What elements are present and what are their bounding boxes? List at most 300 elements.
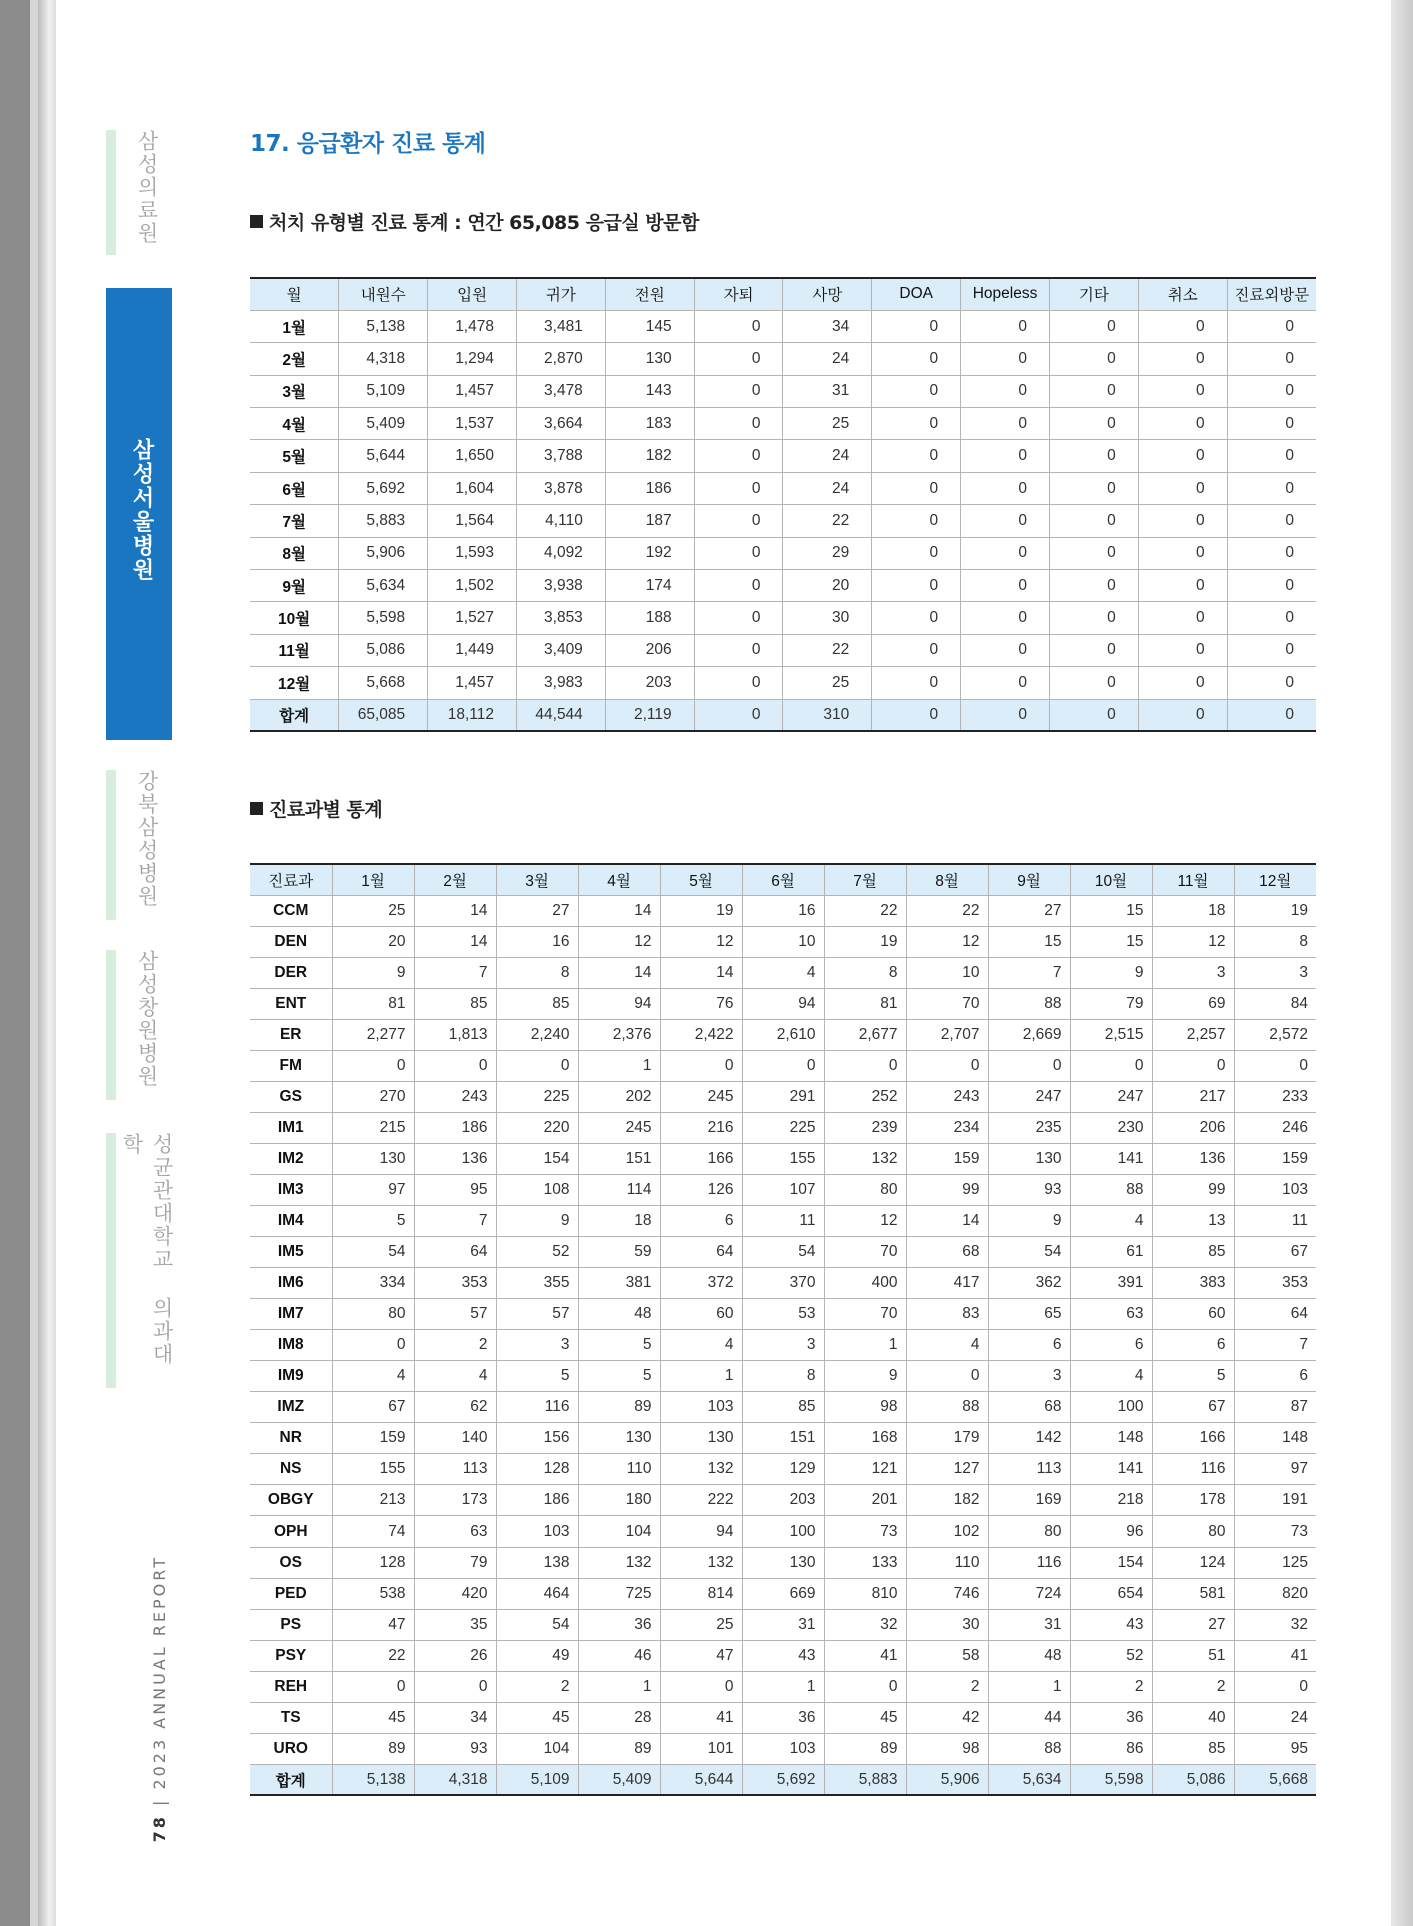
table-cell: 103 — [496, 1516, 578, 1547]
table-cell: 159 — [332, 1423, 414, 1454]
table-cell: 128 — [496, 1454, 578, 1485]
table-cell: 18 — [1152, 895, 1234, 926]
table-cell: 20 — [332, 926, 414, 957]
page-number: 78 — [150, 1814, 169, 1843]
table-cell: 136 — [1152, 1143, 1234, 1174]
table-cell: 102 — [906, 1516, 988, 1547]
table-cell: 0 — [1227, 667, 1316, 699]
table-cell: 247 — [988, 1081, 1070, 1112]
table-cell: 2 — [1152, 1671, 1234, 1702]
table-cell: 80 — [824, 1174, 906, 1205]
table-cell: 108 — [496, 1174, 578, 1205]
table-cell: 5,138 — [339, 310, 428, 342]
table-cell: 0 — [1227, 440, 1316, 472]
table-cell: 3 — [496, 1330, 578, 1361]
column-header: 월 — [250, 278, 339, 310]
side-tab-samsung-medical-center[interactable] — [106, 130, 168, 255]
table-cell: 110 — [578, 1454, 660, 1485]
table-cell: 94 — [742, 988, 824, 1019]
table-cell: 0 — [1049, 440, 1138, 472]
table-cell: 3,878 — [516, 472, 605, 504]
table-cell: 183 — [605, 408, 694, 440]
side-tab-kangbuk-samsung[interactable] — [106, 770, 168, 920]
column-header: DOA — [872, 278, 961, 310]
table-cell: 4,092 — [516, 537, 605, 569]
square-bullet-icon — [250, 215, 263, 228]
table-cell: 65 — [988, 1299, 1070, 1330]
table-cell: 31 — [988, 1609, 1070, 1640]
row-header-cell: 합계 — [250, 699, 339, 731]
table-cell: 1,502 — [428, 570, 517, 602]
table-cell: 20 — [783, 570, 872, 602]
table-row — [250, 310, 1316, 342]
table-cell: 182 — [605, 440, 694, 472]
table-cell: 0 — [961, 505, 1050, 537]
column-header: 8월 — [906, 864, 988, 895]
table-cell: 87 — [1234, 1392, 1316, 1423]
table-cell: 581 — [1152, 1578, 1234, 1609]
table-cell: 10 — [742, 926, 824, 957]
row-header-cell: IM6 — [250, 1268, 332, 1299]
row-header-cell: OBGY — [250, 1485, 332, 1516]
row-header-cell: ENT — [250, 988, 332, 1019]
table-cell: 0 — [1049, 667, 1138, 699]
table-cell: 68 — [988, 1392, 1070, 1423]
table-cell: 1 — [988, 1671, 1070, 1702]
table-cell: 43 — [742, 1640, 824, 1671]
table-cell: 0 — [872, 699, 961, 731]
table-cell: 0 — [1049, 699, 1138, 731]
table-cell: 0 — [961, 343, 1050, 375]
table-cell: 0 — [906, 1050, 988, 1081]
table-cell: 68 — [906, 1237, 988, 1268]
page-footer: 78 | 2023 ANNUAL REPORT — [150, 1555, 169, 1843]
table-cell: 538 — [332, 1578, 414, 1609]
table-cell: 725 — [578, 1578, 660, 1609]
table-cell: 180 — [578, 1485, 660, 1516]
table-cell: 32 — [824, 1609, 906, 1640]
table-cell: 15 — [1070, 926, 1152, 957]
table-cell: 15 — [1070, 895, 1152, 926]
table-cell: 5,692 — [742, 1764, 824, 1795]
table-cell: 128 — [332, 1547, 414, 1578]
row-header-cell: DER — [250, 957, 332, 988]
table-cell: 125 — [1234, 1547, 1316, 1578]
table-cell: 0 — [824, 1050, 906, 1081]
table-cell: 18,112 — [428, 699, 517, 731]
table-cell: 4 — [1070, 1206, 1152, 1237]
row-header-cell: PS — [250, 1609, 332, 1640]
table-cell: 0 — [872, 505, 961, 537]
row-header-cell: 8월 — [250, 537, 339, 569]
row-header-cell: IM2 — [250, 1143, 332, 1174]
table-cell: 14 — [414, 895, 496, 926]
table-cell: 95 — [414, 1174, 496, 1205]
table-cell: 5,409 — [578, 1764, 660, 1795]
table-cell: 0 — [742, 1050, 824, 1081]
table-cell: 0 — [1234, 1671, 1316, 1702]
table-cell: 142 — [988, 1423, 1070, 1454]
table-cell: 0 — [694, 472, 783, 504]
table-row — [250, 957, 1316, 988]
column-header: 자퇴 — [694, 278, 783, 310]
table-cell: 0 — [1227, 472, 1316, 504]
table-cell: 0 — [1227, 408, 1316, 440]
table-row — [250, 1268, 1316, 1299]
table-cell: 99 — [906, 1174, 988, 1205]
table-cell: 381 — [578, 1268, 660, 1299]
side-tab-skku-medicine[interactable] — [106, 1133, 174, 1388]
table-row — [250, 1485, 1316, 1516]
table-cell: 18 — [578, 1206, 660, 1237]
row-header-cell: IMZ — [250, 1392, 332, 1423]
table-cell: 22 — [332, 1640, 414, 1671]
table-cell: 14 — [660, 957, 742, 988]
table-cell: 6 — [1234, 1361, 1316, 1392]
side-tab-samsung-seoul-hospital[interactable] — [106, 288, 172, 740]
table-cell: 15 — [988, 926, 1070, 957]
table-cell: 1,294 — [428, 343, 517, 375]
table-cell: 0 — [694, 537, 783, 569]
table-cell: 5 — [578, 1330, 660, 1361]
table-cell: 0 — [1138, 440, 1227, 472]
table-cell: 7 — [414, 957, 496, 988]
table-row — [250, 1609, 1316, 1640]
table-cell: 724 — [988, 1578, 1070, 1609]
table-cell: 89 — [578, 1392, 660, 1423]
table-cell: 98 — [824, 1392, 906, 1423]
table-cell: 391 — [1070, 1268, 1152, 1299]
table-cell: 4 — [414, 1361, 496, 1392]
table-cell: 5,883 — [339, 505, 428, 537]
table-cell: 2,240 — [496, 1019, 578, 1050]
table-cell: 1,604 — [428, 472, 517, 504]
table-cell: 1 — [742, 1671, 824, 1702]
table-cell: 141 — [1070, 1454, 1152, 1485]
table-cell: 1 — [824, 1330, 906, 1361]
table-cell: 88 — [988, 988, 1070, 1019]
table-cell: 132 — [578, 1547, 660, 1578]
table-cell: 2 — [1070, 1671, 1152, 1702]
column-header: 사망 — [783, 278, 872, 310]
table-cell: 44,544 — [516, 699, 605, 731]
table-cell: 0 — [1227, 343, 1316, 375]
table-cell: 32 — [1234, 1609, 1316, 1640]
table-cell: 85 — [496, 988, 578, 1019]
row-header-cell: 1월 — [250, 310, 339, 342]
report-name: 2023 ANNUAL REPORT — [150, 1555, 169, 1790]
table-cell: 239 — [824, 1112, 906, 1143]
table-cell: 0 — [1138, 634, 1227, 666]
table-cell: 148 — [1234, 1423, 1316, 1454]
table-cell: 154 — [496, 1143, 578, 1174]
table-cell: 159 — [906, 1143, 988, 1174]
table-cell: 5,109 — [496, 1764, 578, 1795]
table-cell: 334 — [332, 1268, 414, 1299]
table-cell: 48 — [988, 1640, 1070, 1671]
table-cell: 1,478 — [428, 310, 517, 342]
table-cell: 4 — [332, 1361, 414, 1392]
table-cell: 0 — [961, 408, 1050, 440]
table-cell: 60 — [660, 1299, 742, 1330]
table-cell: 159 — [1234, 1143, 1316, 1174]
table-cell: 24 — [783, 440, 872, 472]
table-cell: 4,110 — [516, 505, 605, 537]
table-cell: 113 — [988, 1454, 1070, 1485]
table-cell: 25 — [332, 895, 414, 926]
table-cell: 80 — [1152, 1516, 1234, 1547]
table-cell: 0 — [1138, 602, 1227, 634]
table-cell: 0 — [1227, 537, 1316, 569]
section-title: 17. 응급환자 진료 통계 — [250, 131, 486, 157]
table-cell: 5,634 — [339, 570, 428, 602]
table-cell: 22 — [824, 895, 906, 926]
table-cell: 41 — [824, 1640, 906, 1671]
table1-title: 처치 유형별 진료 통계 : 연간 65,085 응급실 방문함 — [250, 208, 699, 235]
table-cell: 233 — [1234, 1081, 1316, 1112]
table-cell: 0 — [694, 634, 783, 666]
table-cell: 1 — [578, 1050, 660, 1081]
table-cell: 65,085 — [339, 699, 428, 731]
table-cell: 155 — [332, 1454, 414, 1485]
table-cell: 62 — [414, 1392, 496, 1423]
table-cell: 0 — [961, 440, 1050, 472]
table-cell: 0 — [1049, 408, 1138, 440]
table-cell: 70 — [824, 1237, 906, 1268]
table-cell: 42 — [906, 1702, 988, 1733]
side-tab-label: 삼성의료원 — [135, 130, 159, 245]
table-cell: 0 — [1138, 408, 1227, 440]
table-cell: 89 — [578, 1733, 660, 1764]
table-row — [250, 1112, 1316, 1143]
table-cell: 0 — [961, 634, 1050, 666]
table-cell: 0 — [694, 408, 783, 440]
table-cell: 0 — [1138, 537, 1227, 569]
table-cell: 3 — [1234, 957, 1316, 988]
table-cell: 383 — [1152, 1268, 1234, 1299]
table-cell: 0 — [694, 375, 783, 407]
table-cell: 230 — [1070, 1112, 1152, 1143]
table-cell: 93 — [414, 1733, 496, 1764]
row-header-cell: 2월 — [250, 343, 339, 375]
row-header-cell: 10월 — [250, 602, 339, 634]
side-tab-label: 성균관대학교 의과대학 — [120, 1133, 174, 1366]
table-cell: 53 — [742, 1299, 824, 1330]
table-cell: 26 — [414, 1640, 496, 1671]
table-cell: 0 — [1049, 537, 1138, 569]
table-cell: 132 — [660, 1454, 742, 1485]
table-cell: 0 — [872, 375, 961, 407]
table-cell: 3,409 — [516, 634, 605, 666]
table-cell: 174 — [605, 570, 694, 602]
table-cell: 182 — [906, 1485, 988, 1516]
table-cell: 16 — [742, 895, 824, 926]
row-header-cell: GS — [250, 1081, 332, 1112]
table-row — [250, 1361, 1316, 1392]
table-cell: 173 — [414, 1485, 496, 1516]
row-header-cell: 7월 — [250, 505, 339, 537]
table-cell: 9 — [496, 1206, 578, 1237]
table-cell: 2,422 — [660, 1019, 742, 1050]
square-bullet-icon — [250, 802, 263, 815]
table-cell: 5,668 — [339, 667, 428, 699]
table-cell: 14 — [414, 926, 496, 957]
table-cell: 4 — [742, 957, 824, 988]
table-cell: 130 — [605, 343, 694, 375]
row-header-cell: OS — [250, 1547, 332, 1578]
table-cell: 0 — [1070, 1050, 1152, 1081]
table-cell: 3 — [988, 1361, 1070, 1392]
table-cell: 155 — [742, 1143, 824, 1174]
table-cell: 67 — [1234, 1237, 1316, 1268]
table-cell: 4 — [906, 1330, 988, 1361]
table-cell: 5,598 — [1070, 1764, 1152, 1795]
table-header-row — [250, 864, 1316, 895]
table-cell: 88 — [1070, 1174, 1152, 1205]
table-cell: 64 — [660, 1237, 742, 1268]
table-cell: 2,707 — [906, 1019, 988, 1050]
table-row — [250, 1423, 1316, 1454]
table-row — [250, 1547, 1316, 1578]
table-cell: 370 — [742, 1268, 824, 1299]
table-cell: 0 — [961, 699, 1050, 731]
table-cell: 130 — [988, 1143, 1070, 1174]
table-cell: 0 — [1049, 634, 1138, 666]
table-cell: 0 — [961, 667, 1050, 699]
table-cell: 46 — [578, 1640, 660, 1671]
table-cell: 5,138 — [332, 1764, 414, 1795]
table-cell: 12 — [660, 926, 742, 957]
table-cell: 215 — [332, 1112, 414, 1143]
table-cell: 166 — [1152, 1423, 1234, 1454]
table-cell: 4 — [660, 1330, 742, 1361]
table-cell: 2 — [414, 1330, 496, 1361]
row-header-cell: 5월 — [250, 440, 339, 472]
table-cell: 141 — [1070, 1143, 1152, 1174]
table-cell: 5,109 — [339, 375, 428, 407]
table-cell: 0 — [660, 1671, 742, 1702]
table-cell: 0 — [1138, 505, 1227, 537]
table-cell: 0 — [872, 440, 961, 472]
table-cell: 247 — [1070, 1081, 1152, 1112]
table-cell: 76 — [660, 988, 742, 1019]
table-cell: 100 — [742, 1516, 824, 1547]
table-cell: 0 — [1227, 602, 1316, 634]
table-cell: 24 — [783, 343, 872, 375]
table-cell: 202 — [578, 1081, 660, 1112]
table-cell: 63 — [414, 1516, 496, 1547]
table-row — [250, 1174, 1316, 1205]
table-cell: 400 — [824, 1268, 906, 1299]
table-cell: 22 — [783, 634, 872, 666]
table-cell: 0 — [1227, 699, 1316, 731]
table-cell: 12 — [1152, 926, 1234, 957]
table-cell: 148 — [1070, 1423, 1152, 1454]
table-cell: 179 — [906, 1423, 988, 1454]
table-cell: 89 — [332, 1733, 414, 1764]
table-cell: 28 — [578, 1702, 660, 1733]
table-row — [250, 1237, 1316, 1268]
table-cell: 85 — [742, 1392, 824, 1423]
table-row — [250, 1516, 1316, 1547]
table-cell: 0 — [496, 1050, 578, 1081]
table-cell: 0 — [332, 1330, 414, 1361]
table-row — [250, 472, 1316, 504]
table-cell: 2,119 — [605, 699, 694, 731]
table-cell: 0 — [694, 440, 783, 472]
table-cell: 88 — [906, 1392, 988, 1423]
table-cell: 1 — [578, 1671, 660, 1702]
table-cell: 2,677 — [824, 1019, 906, 1050]
table-cell: 57 — [414, 1299, 496, 1330]
table-cell: 8 — [1234, 926, 1316, 957]
table-cell: 0 — [1049, 602, 1138, 634]
table-cell: 85 — [1152, 1733, 1234, 1764]
table-cell: 61 — [1070, 1237, 1152, 1268]
table-cell: 169 — [988, 1485, 1070, 1516]
table-cell: 7 — [1234, 1330, 1316, 1361]
column-header: 입원 — [428, 278, 517, 310]
table-cell: 2,515 — [1070, 1019, 1152, 1050]
table-cell: 6 — [660, 1206, 742, 1237]
table-cell: 107 — [742, 1174, 824, 1205]
table-cell: 188 — [605, 602, 694, 634]
row-header-cell: IM1 — [250, 1112, 332, 1143]
table-row — [250, 1702, 1316, 1733]
table-cell: 54 — [332, 1237, 414, 1268]
table-row — [250, 408, 1316, 440]
table-row — [250, 602, 1316, 634]
table-cell: 121 — [824, 1454, 906, 1485]
side-tab-label: 강북삼성병원 — [135, 770, 159, 908]
table-cell: 49 — [496, 1640, 578, 1671]
table-cell: 132 — [660, 1547, 742, 1578]
table-cell: 58 — [906, 1640, 988, 1671]
table-cell: 243 — [414, 1081, 496, 1112]
table-cell: 222 — [660, 1485, 742, 1516]
table-cell: 0 — [694, 667, 783, 699]
table-cell: 73 — [1234, 1516, 1316, 1547]
side-tab-samsung-changwon[interactable] — [106, 950, 168, 1100]
table-cell: 234 — [906, 1112, 988, 1143]
table-row — [250, 634, 1316, 666]
table-cell: 243 — [906, 1081, 988, 1112]
table-cell: 0 — [1049, 310, 1138, 342]
table-row — [250, 699, 1316, 731]
table-cell: 0 — [1138, 310, 1227, 342]
table-cell: 52 — [496, 1237, 578, 1268]
table-cell: 0 — [1227, 375, 1316, 407]
table-cell: 143 — [605, 375, 694, 407]
table-cell: 355 — [496, 1268, 578, 1299]
table-cell: 103 — [1234, 1174, 1316, 1205]
table-cell: 5 — [496, 1361, 578, 1392]
table-cell: 156 — [496, 1423, 578, 1454]
table-cell: 9 — [1070, 957, 1152, 988]
table2-title: 진료과별 통계 — [250, 795, 382, 822]
table-cell: 54 — [742, 1237, 824, 1268]
column-header: 4월 — [578, 864, 660, 895]
table-row — [250, 1392, 1316, 1423]
table-cell: 2,870 — [516, 343, 605, 375]
column-header: 2월 — [414, 864, 496, 895]
table-cell: 6 — [988, 1330, 1070, 1361]
table-cell: 116 — [1152, 1454, 1234, 1485]
table-row — [250, 1206, 1316, 1237]
table-cell: 220 — [496, 1112, 578, 1143]
table-row — [250, 440, 1316, 472]
table-cell: 1,813 — [414, 1019, 496, 1050]
